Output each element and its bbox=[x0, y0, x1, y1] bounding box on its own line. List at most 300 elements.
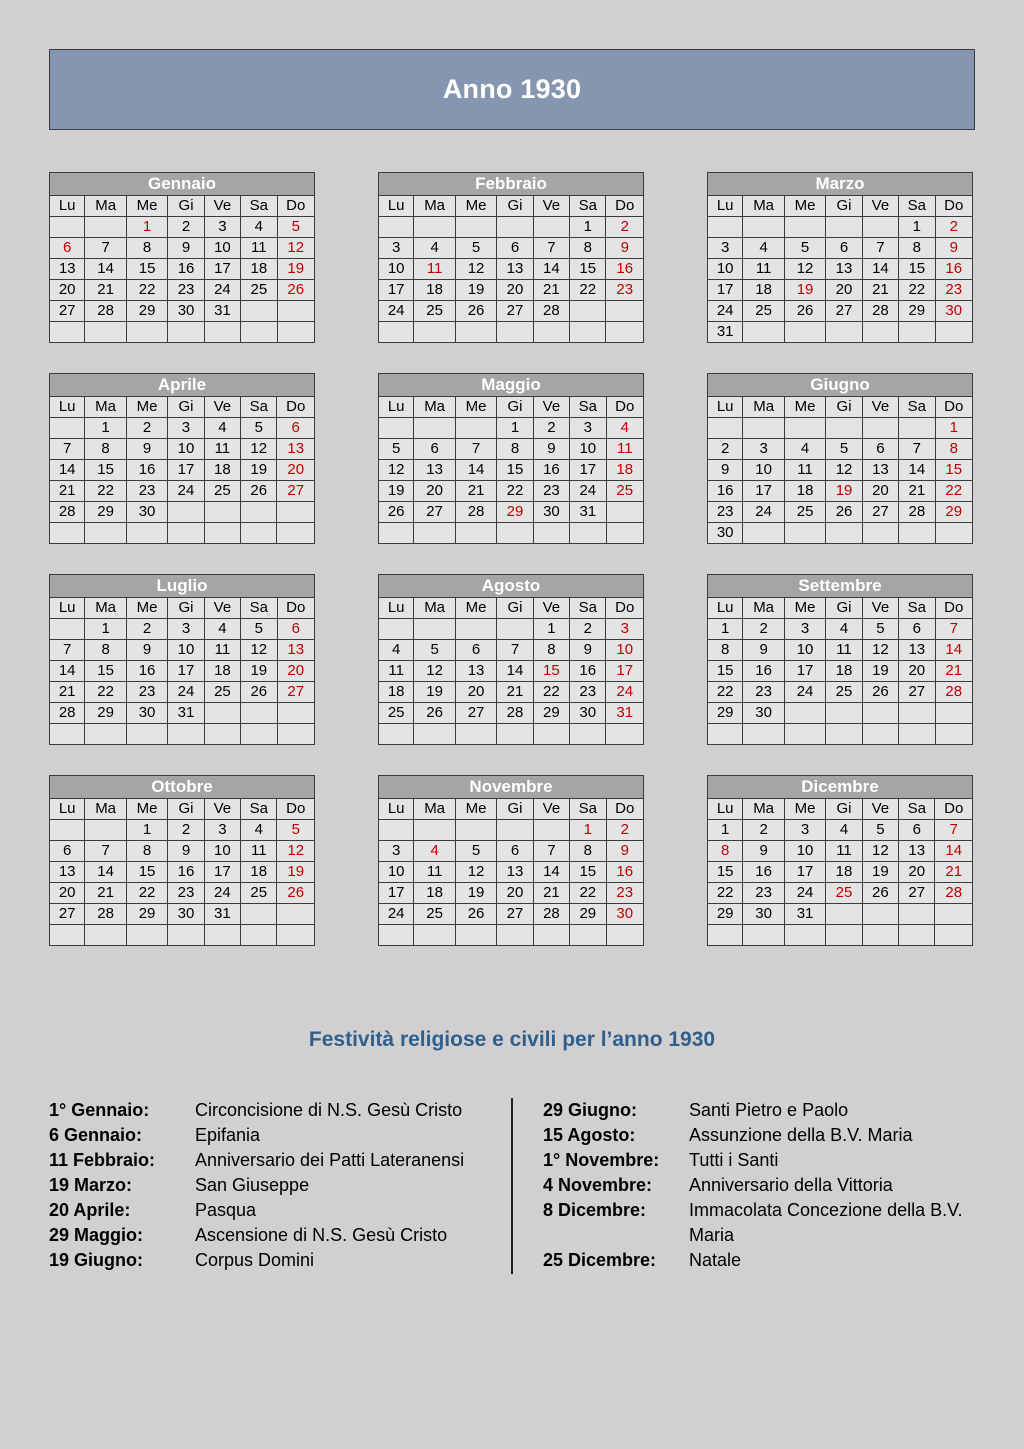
weekday-header: Gi bbox=[497, 598, 533, 619]
holiday-item bbox=[49, 1173, 485, 1198]
day-cell: 26 bbox=[862, 682, 898, 703]
weekday-header: Lu bbox=[708, 598, 743, 619]
day-cell: 12 bbox=[862, 640, 898, 661]
empty-cell bbox=[497, 523, 533, 544]
day-cell: 29 bbox=[85, 703, 126, 724]
holiday-name: Epifania bbox=[195, 1125, 261, 1145]
holiday-item bbox=[49, 1198, 485, 1223]
day-cell: 27 bbox=[497, 904, 533, 925]
weekday-header: Gi bbox=[826, 598, 862, 619]
weekday-header: Do bbox=[277, 196, 314, 217]
day-cell: 25 bbox=[379, 703, 414, 724]
day-cell: 11 bbox=[241, 841, 277, 862]
day-cell: 25 bbox=[414, 904, 455, 925]
empty-cell bbox=[168, 925, 204, 946]
day-cell: 14 bbox=[935, 640, 972, 661]
day-cell: 3 bbox=[379, 238, 414, 259]
day-cell: 21 bbox=[935, 862, 973, 883]
day-cell: 30 bbox=[708, 523, 743, 544]
weekday-header: Gi bbox=[168, 196, 204, 217]
weekday-header: Me bbox=[126, 799, 167, 820]
day-cell: 26 bbox=[826, 502, 862, 523]
weekday-header: Lu bbox=[379, 598, 414, 619]
day-cell: 11 bbox=[606, 439, 643, 460]
weekday-header: Ma bbox=[85, 799, 126, 820]
empty-cell bbox=[277, 322, 314, 343]
empty-cell bbox=[204, 502, 240, 523]
empty-cell bbox=[455, 523, 496, 544]
day-cell: 12 bbox=[414, 661, 455, 682]
day-cell: 15 bbox=[126, 862, 167, 883]
day-cell: 7 bbox=[50, 640, 85, 661]
day-cell: 20 bbox=[50, 280, 85, 301]
day-cell: 17 bbox=[204, 862, 240, 883]
day-cell: 25 bbox=[826, 883, 862, 904]
empty-cell bbox=[455, 418, 496, 439]
day-cell: 16 bbox=[570, 661, 606, 682]
weekday-header: Sa bbox=[570, 196, 606, 217]
weekday-header: Lu bbox=[50, 196, 85, 217]
day-cell: 7 bbox=[935, 619, 972, 640]
day-cell: 20 bbox=[497, 280, 533, 301]
day-cell: 18 bbox=[241, 259, 277, 280]
day-cell: 9 bbox=[708, 460, 743, 481]
day-cell: 1 bbox=[497, 418, 533, 439]
empty-cell bbox=[241, 502, 277, 523]
day-cell: 18 bbox=[826, 862, 862, 883]
empty-cell bbox=[379, 418, 414, 439]
day-cell: 18 bbox=[606, 460, 643, 481]
day-cell: 26 bbox=[241, 682, 277, 703]
day-cell: 15 bbox=[126, 259, 167, 280]
day-cell: 23 bbox=[708, 502, 743, 523]
day-cell: 25 bbox=[826, 682, 862, 703]
day-cell: 22 bbox=[570, 280, 606, 301]
weekday-header: Ma bbox=[414, 196, 455, 217]
day-cell: 14 bbox=[85, 259, 126, 280]
day-cell: 16 bbox=[743, 661, 784, 682]
day-cell: 24 bbox=[379, 301, 414, 322]
day-cell: 29 bbox=[126, 904, 167, 925]
day-cell: 13 bbox=[497, 862, 533, 883]
day-cell: 7 bbox=[497, 640, 533, 661]
weekday-header: Ma bbox=[743, 598, 784, 619]
day-cell: 19 bbox=[455, 883, 496, 904]
day-cell: 6 bbox=[414, 439, 455, 460]
day-cell: 25 bbox=[414, 301, 455, 322]
empty-cell bbox=[743, 418, 784, 439]
empty-cell bbox=[533, 523, 569, 544]
day-cell: 29 bbox=[935, 502, 972, 523]
day-cell: 22 bbox=[126, 280, 167, 301]
day-cell: 13 bbox=[497, 259, 533, 280]
empty-cell bbox=[935, 724, 972, 745]
weekday-header: Lu bbox=[708, 196, 743, 217]
empty-cell bbox=[379, 322, 414, 343]
month-name: Ottobre bbox=[50, 776, 315, 799]
day-cell: 10 bbox=[168, 439, 204, 460]
empty-cell bbox=[784, 925, 825, 946]
day-cell: 5 bbox=[826, 439, 862, 460]
day-cell: 13 bbox=[899, 841, 935, 862]
month-novembre bbox=[378, 775, 644, 946]
holiday-name: Anniversario dei Patti Lateranensi bbox=[195, 1150, 465, 1170]
day-cell: 2 bbox=[533, 418, 569, 439]
empty-cell bbox=[743, 724, 784, 745]
day-cell: 20 bbox=[277, 460, 315, 481]
day-cell: 17 bbox=[570, 460, 606, 481]
day-cell: 1 bbox=[935, 418, 972, 439]
day-cell: 21 bbox=[935, 661, 972, 682]
day-cell: 1 bbox=[126, 820, 167, 841]
empty-cell bbox=[862, 217, 898, 238]
day-cell: 24 bbox=[168, 682, 204, 703]
day-cell: 26 bbox=[862, 883, 898, 904]
empty-cell bbox=[935, 925, 973, 946]
day-cell: 29 bbox=[708, 703, 743, 724]
day-cell: 2 bbox=[168, 217, 204, 238]
empty-cell bbox=[533, 820, 569, 841]
weekday-header: Ma bbox=[743, 799, 784, 820]
day-cell: 10 bbox=[379, 862, 414, 883]
empty-cell bbox=[826, 217, 862, 238]
day-cell: 6 bbox=[455, 640, 496, 661]
holiday-item bbox=[543, 1248, 979, 1273]
day-cell: 24 bbox=[784, 883, 825, 904]
day-cell: 28 bbox=[899, 502, 935, 523]
day-cell: 20 bbox=[50, 883, 85, 904]
day-cell: 25 bbox=[743, 301, 784, 322]
day-cell: 15 bbox=[708, 661, 743, 682]
weekday-header: Ma bbox=[414, 799, 455, 820]
month-gennaio bbox=[49, 172, 315, 343]
day-cell: 29 bbox=[85, 502, 126, 523]
holiday-name: Anniversario della Vittoria bbox=[689, 1175, 893, 1195]
weekday-header: Ma bbox=[743, 196, 784, 217]
weekday-header: Lu bbox=[379, 196, 414, 217]
day-cell: 4 bbox=[241, 217, 277, 238]
day-cell: 3 bbox=[204, 820, 240, 841]
day-cell: 10 bbox=[606, 640, 644, 661]
page-title: Anno 1930 bbox=[442, 74, 582, 104]
weekday-header: Me bbox=[784, 196, 825, 217]
day-cell: 19 bbox=[241, 661, 277, 682]
day-cell: 15 bbox=[708, 862, 743, 883]
day-cell: 16 bbox=[168, 259, 204, 280]
day-cell: 29 bbox=[126, 301, 167, 322]
empty-cell bbox=[204, 322, 240, 343]
day-cell: 7 bbox=[50, 439, 85, 460]
day-cell: 26 bbox=[277, 883, 315, 904]
day-cell: 25 bbox=[241, 883, 277, 904]
day-cell: 24 bbox=[570, 481, 606, 502]
day-cell: 16 bbox=[606, 259, 644, 280]
day-cell: 1 bbox=[570, 820, 606, 841]
empty-cell bbox=[50, 217, 85, 238]
day-cell: 26 bbox=[455, 904, 496, 925]
day-cell: 19 bbox=[379, 481, 414, 502]
day-cell: 5 bbox=[277, 820, 315, 841]
day-cell: 22 bbox=[708, 883, 743, 904]
day-cell: 27 bbox=[826, 301, 862, 322]
empty-cell bbox=[168, 724, 204, 745]
day-cell: 15 bbox=[899, 259, 935, 280]
day-cell: 22 bbox=[899, 280, 935, 301]
weekday-header: Ma bbox=[85, 397, 126, 418]
day-cell: 5 bbox=[379, 439, 414, 460]
empty-cell bbox=[826, 523, 862, 544]
empty-cell bbox=[935, 904, 973, 925]
day-cell: 12 bbox=[455, 259, 496, 280]
day-cell: 23 bbox=[743, 883, 784, 904]
empty-cell bbox=[862, 703, 898, 724]
weekday-header: Ma bbox=[85, 196, 126, 217]
day-cell: 29 bbox=[899, 301, 935, 322]
empty-cell bbox=[826, 703, 862, 724]
day-cell: 26 bbox=[379, 502, 414, 523]
empty-cell bbox=[379, 619, 414, 640]
day-cell: 22 bbox=[935, 481, 972, 502]
day-cell: 5 bbox=[241, 619, 277, 640]
day-cell: 6 bbox=[826, 238, 862, 259]
day-cell: 31 bbox=[570, 502, 606, 523]
empty-cell bbox=[826, 418, 862, 439]
empty-cell bbox=[708, 724, 743, 745]
day-cell: 28 bbox=[85, 301, 126, 322]
day-cell: 30 bbox=[533, 502, 569, 523]
day-cell: 8 bbox=[570, 238, 606, 259]
empty-cell bbox=[935, 523, 972, 544]
day-cell: 12 bbox=[277, 238, 314, 259]
month-name: Febbraio bbox=[379, 173, 644, 196]
empty-cell bbox=[570, 925, 606, 946]
day-cell: 14 bbox=[862, 259, 898, 280]
weekday-header: Ve bbox=[204, 397, 240, 418]
day-cell: 4 bbox=[826, 820, 862, 841]
empty-cell bbox=[533, 217, 569, 238]
day-cell: 12 bbox=[241, 439, 277, 460]
day-cell: 11 bbox=[826, 841, 862, 862]
month-marzo bbox=[707, 172, 973, 343]
empty-cell bbox=[414, 619, 455, 640]
month-febbraio bbox=[378, 172, 644, 343]
day-cell: 9 bbox=[168, 238, 204, 259]
empty-cell bbox=[784, 217, 825, 238]
holidays-title: Festività religiose e civili per l’anno 1930 bbox=[308, 1028, 716, 1051]
day-cell: 18 bbox=[204, 661, 240, 682]
empty-cell bbox=[50, 619, 85, 640]
weekday-header: Gi bbox=[168, 397, 204, 418]
weekday-header: Gi bbox=[168, 598, 204, 619]
day-cell: 1 bbox=[126, 217, 167, 238]
day-cell: 6 bbox=[50, 238, 85, 259]
empty-cell bbox=[277, 925, 315, 946]
month-name: Giugno bbox=[708, 374, 973, 397]
day-cell: 9 bbox=[935, 238, 972, 259]
day-cell: 30 bbox=[570, 703, 606, 724]
empty-cell bbox=[570, 724, 606, 745]
day-cell: 6 bbox=[899, 619, 935, 640]
empty-cell bbox=[826, 925, 862, 946]
empty-cell bbox=[50, 322, 85, 343]
weekday-header: Do bbox=[606, 397, 643, 418]
weekday-header: Lu bbox=[50, 799, 85, 820]
empty-cell bbox=[533, 724, 569, 745]
day-cell: 5 bbox=[414, 640, 455, 661]
day-cell: 14 bbox=[533, 862, 569, 883]
day-cell: 3 bbox=[784, 820, 825, 841]
weekday-header: Ma bbox=[85, 598, 126, 619]
weekday-header: Ma bbox=[743, 397, 784, 418]
weekday-header: Ve bbox=[862, 598, 898, 619]
day-cell: 20 bbox=[414, 481, 455, 502]
day-cell: 23 bbox=[126, 682, 167, 703]
day-cell: 21 bbox=[85, 883, 126, 904]
month-ottobre bbox=[49, 775, 315, 946]
day-cell: 21 bbox=[899, 481, 935, 502]
weekday-header: Sa bbox=[241, 397, 277, 418]
day-cell: 17 bbox=[743, 481, 784, 502]
day-cell: 11 bbox=[826, 640, 862, 661]
empty-cell bbox=[606, 322, 644, 343]
empty-cell bbox=[708, 418, 743, 439]
holiday-name: San Giuseppe bbox=[195, 1175, 310, 1195]
day-cell: 4 bbox=[204, 418, 240, 439]
day-cell: 17 bbox=[784, 661, 825, 682]
weekday-header: Me bbox=[126, 397, 167, 418]
day-cell: 6 bbox=[862, 439, 898, 460]
day-cell: 10 bbox=[784, 640, 825, 661]
weekday-header: Sa bbox=[899, 397, 935, 418]
holidays-divider bbox=[511, 1098, 513, 1274]
empty-cell bbox=[784, 322, 825, 343]
empty-cell bbox=[862, 724, 898, 745]
day-cell: 20 bbox=[862, 481, 898, 502]
weekday-header: Me bbox=[455, 397, 496, 418]
day-cell: 14 bbox=[455, 460, 496, 481]
day-cell: 5 bbox=[455, 238, 496, 259]
day-cell: 11 bbox=[784, 460, 825, 481]
day-cell: 9 bbox=[533, 439, 569, 460]
month-maggio bbox=[378, 373, 644, 544]
empty-cell bbox=[784, 523, 825, 544]
day-cell: 16 bbox=[606, 862, 643, 883]
day-cell: 8 bbox=[708, 640, 743, 661]
empty-cell bbox=[862, 418, 898, 439]
weekday-header: Gi bbox=[826, 196, 862, 217]
day-cell: 2 bbox=[935, 217, 972, 238]
day-cell: 13 bbox=[826, 259, 862, 280]
day-cell: 9 bbox=[743, 640, 784, 661]
day-cell: 19 bbox=[784, 280, 825, 301]
empty-cell bbox=[743, 217, 784, 238]
day-cell: 5 bbox=[241, 418, 277, 439]
day-cell: 7 bbox=[935, 820, 973, 841]
empty-cell bbox=[899, 418, 935, 439]
holiday-date: 25 Dicembre: bbox=[543, 1250, 657, 1270]
weekday-header: Gi bbox=[497, 799, 533, 820]
day-cell: 18 bbox=[204, 460, 240, 481]
day-cell: 15 bbox=[85, 460, 126, 481]
weekday-header: Do bbox=[935, 397, 972, 418]
day-cell: 17 bbox=[168, 460, 204, 481]
empty-cell bbox=[50, 724, 85, 745]
holiday-item bbox=[49, 1123, 485, 1148]
day-cell: 13 bbox=[277, 439, 315, 460]
empty-cell bbox=[862, 925, 898, 946]
day-cell: 14 bbox=[50, 460, 85, 481]
day-cell: 31 bbox=[204, 301, 240, 322]
month-settembre bbox=[707, 574, 973, 745]
day-cell: 23 bbox=[743, 682, 784, 703]
day-cell: 4 bbox=[379, 640, 414, 661]
day-cell: 16 bbox=[126, 460, 167, 481]
empty-cell bbox=[862, 322, 898, 343]
day-cell: 11 bbox=[414, 862, 455, 883]
day-cell: 23 bbox=[606, 280, 644, 301]
day-cell: 23 bbox=[126, 481, 167, 502]
holiday-name: Immacolata Concezione della B.V. Maria bbox=[689, 1200, 963, 1245]
day-cell: 30 bbox=[743, 703, 784, 724]
day-cell: 15 bbox=[85, 661, 126, 682]
empty-cell bbox=[204, 523, 240, 544]
holiday-name: Pasqua bbox=[195, 1200, 257, 1220]
weekday-header: Me bbox=[784, 598, 825, 619]
day-cell: 27 bbox=[899, 682, 935, 703]
empty-cell bbox=[899, 703, 935, 724]
empty-cell bbox=[379, 217, 414, 238]
day-cell: 28 bbox=[85, 904, 126, 925]
empty-cell bbox=[241, 724, 277, 745]
weekday-header: Gi bbox=[497, 196, 533, 217]
day-cell: 19 bbox=[862, 862, 898, 883]
title-bar bbox=[49, 49, 975, 130]
empty-cell bbox=[277, 904, 315, 925]
empty-cell bbox=[414, 724, 455, 745]
day-cell: 14 bbox=[85, 862, 126, 883]
day-cell: 20 bbox=[899, 661, 935, 682]
weekday-header: Ve bbox=[204, 799, 240, 820]
day-cell: 22 bbox=[85, 481, 126, 502]
day-cell: 11 bbox=[241, 238, 277, 259]
day-cell: 8 bbox=[85, 439, 126, 460]
weekday-header: Do bbox=[606, 196, 644, 217]
empty-cell bbox=[606, 523, 643, 544]
weekday-header: Ma bbox=[414, 397, 455, 418]
day-cell: 9 bbox=[126, 640, 167, 661]
empty-cell bbox=[277, 523, 315, 544]
weekday-header: Ve bbox=[533, 598, 569, 619]
day-cell: 28 bbox=[862, 301, 898, 322]
holiday-date: 19 Marzo: bbox=[49, 1175, 133, 1195]
month-name: Luglio bbox=[50, 575, 315, 598]
day-cell: 21 bbox=[85, 280, 126, 301]
month-agosto bbox=[378, 574, 644, 745]
empty-cell bbox=[414, 322, 455, 343]
day-cell: 1 bbox=[85, 418, 126, 439]
day-cell: 9 bbox=[606, 238, 644, 259]
day-cell: 11 bbox=[204, 439, 240, 460]
weekday-header: Do bbox=[606, 799, 643, 820]
day-cell: 18 bbox=[379, 682, 414, 703]
day-cell: 18 bbox=[826, 661, 862, 682]
month-name: Agosto bbox=[379, 575, 644, 598]
holiday-name: Tutti i Santi bbox=[689, 1150, 779, 1170]
day-cell: 26 bbox=[455, 301, 496, 322]
weekday-header: Me bbox=[126, 196, 167, 217]
day-cell: 11 bbox=[379, 661, 414, 682]
holiday-date: 6 Gennaio: bbox=[49, 1125, 143, 1145]
